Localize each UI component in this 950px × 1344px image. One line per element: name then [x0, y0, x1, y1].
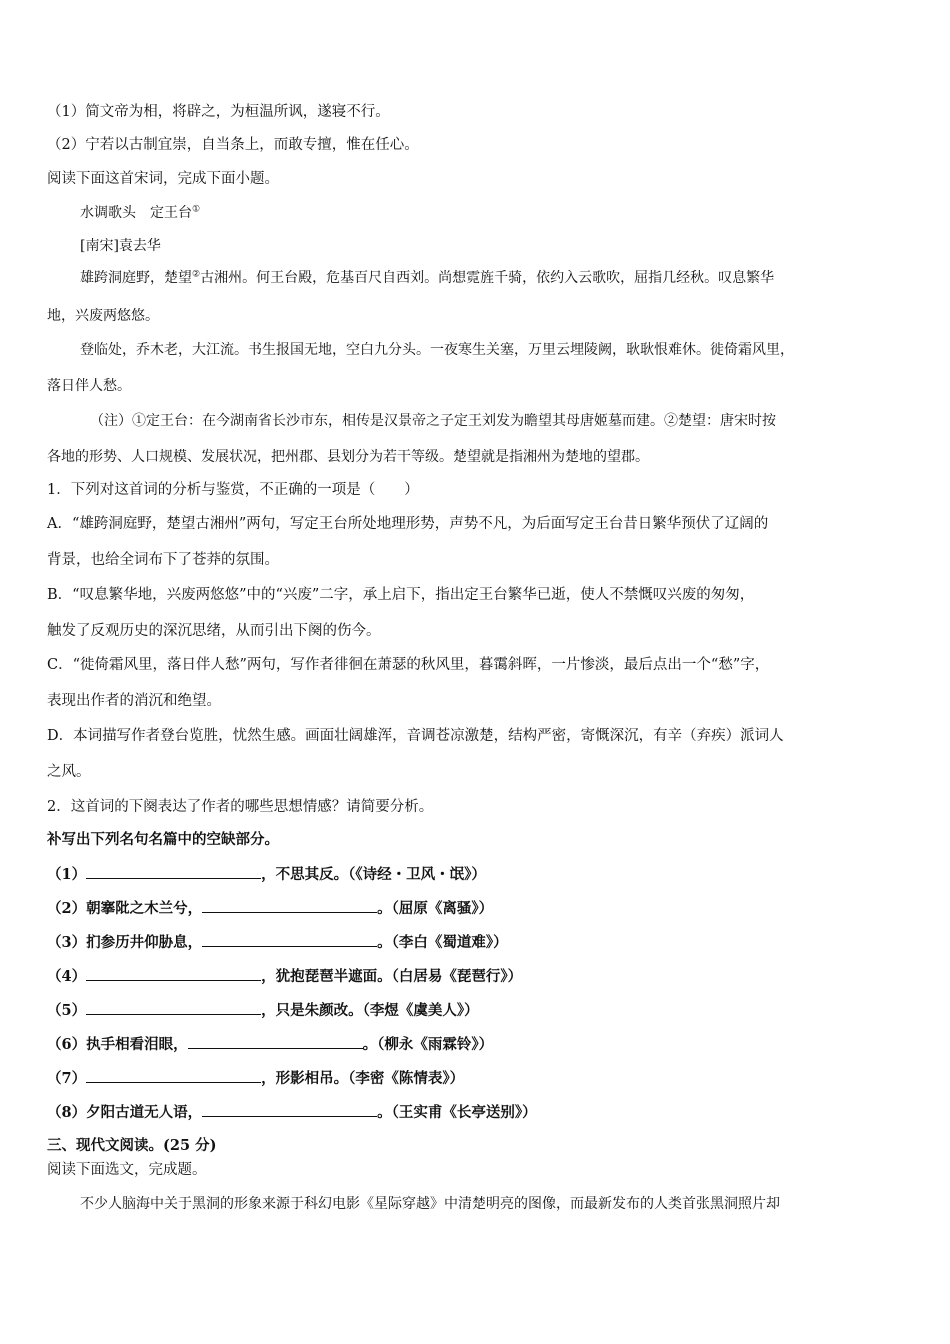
- fill-heading: 补写出下列名句名篇中的空缺部分。: [47, 831, 279, 848]
- fill-item-3: [47, 932, 508, 953]
- fill-item-8: [47, 1102, 537, 1123]
- poem-title: [80, 203, 200, 223]
- question-1-stem: 1．下列对这首词的分析与鉴赏，不正确的一项是（ ）: [47, 482, 419, 498]
- fill-item-number: （4）: [47, 968, 87, 985]
- poem-title-text: 水调歌头 定王台: [80, 205, 192, 221]
- fill-item-source: 。（屈原《离骚》）: [377, 900, 494, 917]
- fill-item-number: （6）: [47, 1036, 87, 1053]
- prev-question-1: （1）简文帝为相，将辟之，为桓温所讽，遂寝不行。: [47, 104, 390, 120]
- poem-author: [南宋]袁去华: [80, 238, 161, 254]
- fill-item-source: ，只是朱颜改。（李煜《虞美人》）: [261, 1002, 479, 1019]
- fill-item-source: 。（柳永《雨霖铃》）: [362, 1036, 494, 1053]
- poem-stanza-1-line-2: 地，兴废两悠悠。: [47, 308, 159, 324]
- fill-item-prompt: 夕阳古道无人语，: [86, 1104, 203, 1121]
- fill-item-2: [47, 898, 493, 919]
- fill-item-number: （1）: [47, 866, 87, 883]
- prev-question-2: （2）宁若以古制宜崇，自当条上，而敢专擅，惟在任心。: [47, 137, 419, 153]
- poem-stanza-1-line-1: [80, 268, 774, 288]
- option-a-line-1: A．“雄跨洞庭野，楚望古湘州”两句，写定王台所处地理形势，声势不凡，为后面写定王台昔日繁华预伏了辽阔的: [47, 516, 769, 532]
- poem-title-note: ①: [192, 204, 201, 215]
- fill-blank[interactable]: [86, 864, 261, 879]
- fill-blank[interactable]: [202, 932, 377, 947]
- option-b-line-2: 触发了反观历史的深沉思绪，从而引出下阕的伤今。: [47, 623, 381, 639]
- fill-item-prompt: 执手相看泪眼，: [86, 1036, 188, 1053]
- poem-stanza-2-line-2: 落日伴人愁。: [47, 378, 131, 394]
- fill-item-number: （3）: [47, 934, 87, 951]
- fill-item-5: [47, 1000, 479, 1021]
- fill-item-prompt: 朝搴阰之木兰兮，: [86, 900, 203, 917]
- fill-item-4: [47, 966, 522, 987]
- fill-item-source: ，犹抱琵琶半遮面。（白居易《琵琶行》）: [261, 968, 523, 985]
- fill-item-source: 。（王实甫《长亭送别》）: [377, 1104, 537, 1121]
- poem-stanza-2-line-1: 登临处，乔木老，大江流。书生报国无地，空白九分头。一夜寒生关塞，万里云埋陵阙，耿耿恨难休。徙倚霜风里，: [80, 342, 794, 358]
- fill-blank[interactable]: [86, 1068, 261, 1083]
- fill-blank[interactable]: [86, 966, 261, 981]
- fill-item-7: [47, 1068, 464, 1089]
- fill-blank[interactable]: [86, 1000, 261, 1015]
- poem-note-line-2: 各地的形势、人口规模、发展状况，把州郡、县划分为若干等级。楚望就是指湘州为楚地的望郡。: [47, 449, 649, 465]
- fill-blank[interactable]: [188, 1034, 363, 1049]
- fill-item-number: （8）: [47, 1104, 87, 1121]
- poem-note-ref: ②: [192, 269, 201, 280]
- fill-item-source: 。（李白《蜀道难》）: [377, 934, 508, 951]
- poem-note-line-1: （注）①定王台：在今湖南省长沙市东，相传是汉景帝之子定王刘发为瞻望其母唐姬墓而建。②楚望：唐宋时按: [90, 413, 776, 429]
- poem-text: 古湘州。何王台殿，危基百尺自西刘。尚想霓旌千骑，依约入云歌吹，屈指几经秋。叹息繁华: [200, 270, 775, 286]
- option-a-line-2: 背景，也给全词布下了苍莽的氛围。: [47, 552, 279, 568]
- fill-blank[interactable]: [202, 898, 377, 913]
- fill-item-number: （7）: [47, 1070, 87, 1087]
- fill-item-source: ，不思其反。（《诗经・卫风・氓》）: [261, 866, 486, 883]
- section-3-paragraph: 不少人脑海中关于黑洞的形象来源于科幻电影《星际穿越》中清楚明亮的图像，而最新发布的人类首张黑洞照片却: [80, 1196, 780, 1212]
- section-3-heading: 三、现代文阅读。(25 分): [47, 1137, 217, 1154]
- fill-item-6: [47, 1034, 493, 1055]
- fill-item-number: （5）: [47, 1002, 87, 1019]
- fill-blank[interactable]: [202, 1102, 377, 1117]
- question-2-stem: 2．这首词的下阕表达了作者的哪些思想情感？请简要分析。: [47, 799, 434, 815]
- fill-item-source: ，形影相吊。（李密《陈情表》）: [261, 1070, 465, 1087]
- poem-text: 雄跨洞庭野，楚望: [80, 270, 192, 286]
- section-3-intro: 阅读下面选文，完成题。: [47, 1162, 207, 1178]
- fill-item-1: [47, 864, 486, 885]
- fill-item-number: （2）: [47, 900, 87, 917]
- fill-item-prompt: 扪参历井仰胁息，: [86, 934, 203, 951]
- poem-intro: 阅读下面这首宋词，完成下面小题。: [47, 171, 279, 187]
- option-c-line-2: 表现出作者的消沉和绝望。: [47, 693, 221, 709]
- option-b-line-1: B．“叹息繁华地，兴废两悠悠”中的“兴废”二字，承上启下，指出定王台繁华已逝，使人不禁慨叹兴废的匆匆，: [47, 587, 755, 603]
- option-d-line-2: 之风。: [47, 764, 91, 780]
- option-d-line-1: D．本词描写作者登台览胜，忧然生感。画面壮阔雄浑，音调苍凉激楚，结构严密，寄慨深沉，有辛（弃疾）派词人: [47, 728, 784, 744]
- option-c-line-1: C．“徙倚霜风里，落日伴人愁”两句，写作者徘徊在萧瑟的秋风里，暮霭斜晖，一片惨淡，最后点出一个“愁”字，: [47, 657, 770, 673]
